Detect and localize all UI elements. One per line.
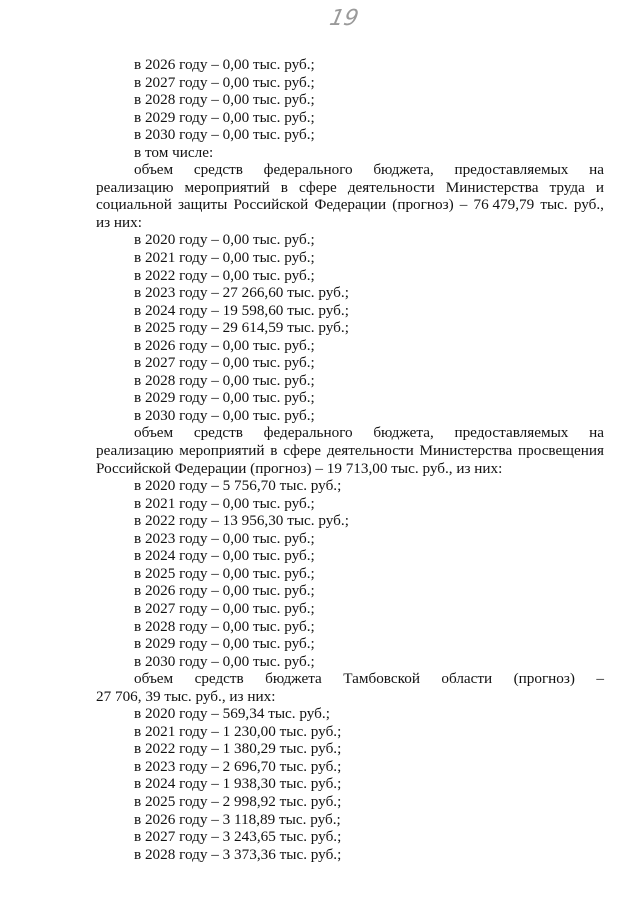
year-line: в 2027 году – 3 243,65 тыс. руб.; [134,828,342,846]
justified-line [96,442,604,460]
paragraph-tambov-region [96,670,604,705]
justified-line [96,161,604,179]
page-number: 19 [327,6,361,31]
word: и [595,178,604,196]
word: мероприятий [184,178,270,196]
word: на [589,161,604,179]
word: на [589,424,604,442]
word: реализацию [96,442,174,460]
paragraph-line: 27 706, 39 тыс. руб., из них: [96,687,276,705]
word: сфере [283,442,322,460]
word: сфере [298,178,337,196]
word: тыс. [540,196,568,214]
year-line: в 2028 году – 0,00 тыс. руб.; [134,371,315,389]
document-body [96,56,604,863]
word: Федерации [314,196,387,214]
year-line: в 2029 году – 0,00 тыс. руб.; [134,635,315,653]
year-line: в 2028 году – 0,00 тыс. руб.; [134,617,315,635]
year-line: в 2025 году – 2 998,92 тыс. руб.; [134,792,342,810]
word: – [459,196,468,214]
word: бюджета, [373,161,434,179]
word: деятельности [347,178,435,196]
word: бюджета [265,670,322,688]
word: средств [194,670,244,688]
word: просвещения [518,442,604,460]
justified-line [96,670,604,688]
year-line: в 2024 году – 19 598,60 тыс. руб.; [134,301,349,319]
word: Министерства [445,178,539,196]
year-line: в 2030 году – 0,00 тыс. руб.; [134,126,315,144]
word: Российской [233,196,309,214]
year-line: в 2026 году – 0,00 тыс. руб.; [134,582,315,600]
word: объем [134,424,174,442]
year-line: в 2026 году – 0,00 тыс. руб.; [134,56,315,73]
year-line: в 2021 году – 1 230,00 тыс. руб.; [134,722,342,740]
word: средств [193,161,243,179]
year-list-education-ministry [96,477,604,670]
word: – [596,670,604,688]
year-line: в 2025 году – 0,00 тыс. руб.; [134,564,315,582]
year-list-labor-ministry [96,231,604,424]
year-line: в 2022 году – 13 956,30 тыс. руб.; [134,512,349,530]
year-line: в 2020 году – 5 756,70 тыс. руб.; [134,477,342,495]
word: предоставляемых [454,161,569,179]
year-line: в 2027 году – 0,00 тыс. руб.; [134,73,315,91]
year-line: в 2020 году – 0,00 тыс. руб.; [134,231,315,249]
word: 76 479,79 [473,196,535,214]
word: предоставляемых [454,424,569,442]
word: объем [134,161,174,179]
word: средств [193,424,243,442]
year-line: в 2030 году – 0,00 тыс. руб.; [134,406,315,424]
year-line: в 2023 году – 0,00 тыс. руб.; [134,529,315,547]
year-line: в 2020 году – 569,34 тыс. руб.; [134,705,330,723]
word: Тамбовской [343,670,420,688]
year-line: в 2027 году – 0,00 тыс. руб.; [134,599,315,617]
year-line: в 2026 году – 3 118,89 тыс. руб.; [134,810,341,828]
paragraph-education-ministry [96,424,604,477]
justified-line [96,424,604,442]
year-line: в 2022 году – 0,00 тыс. руб.; [134,266,315,284]
year-line: в 2029 году – 0,00 тыс. руб.; [134,108,315,126]
justified-line [96,179,604,197]
word: защиты [177,196,228,214]
year-list-tambov-region [96,705,604,863]
word: социальной [96,196,172,214]
word: (прогноз) [392,196,454,214]
word: бюджета, [373,424,434,442]
year-line: в 2024 году – 0,00 тыс. руб.; [134,547,315,565]
word: мероприятий [179,442,265,460]
paragraph-line: из них: [96,213,142,231]
word: руб., [573,196,604,214]
paragraph-line: Российской Федерации (прогноз) – 19 713,00 тыс. руб., из них: [96,459,503,477]
word: Министерства [419,442,513,460]
year-line: в 2025 году – 29 614,59 тыс. руб.; [134,319,349,337]
year-line: в 2028 году – 0,00 тыс. руб.; [134,91,315,109]
word: в [280,178,288,196]
year-line: в 2029 году – 0,00 тыс. руб.; [134,389,315,407]
word: области [441,670,493,688]
year-line: в 2023 году – 27 266,60 тыс. руб.; [134,284,349,302]
word: федерального [263,161,353,179]
year-line: в 2024 году – 1 938,30 тыс. руб.; [134,775,342,793]
word: реализацию [96,178,174,196]
year-line: в 2028 году – 3 373,36 тыс. руб.; [134,845,342,863]
year-line: в 2021 году – 0,00 тыс. руб.; [134,249,315,267]
word: труда [549,178,585,196]
year-line: в 2026 году – 0,00 тыс. руб.; [134,336,315,354]
year-line: в 2030 году – 0,00 тыс. руб.; [134,652,315,670]
year-line: в 2022 году – 1 380,29 тыс. руб.; [134,740,342,758]
including-label: в том числе: [134,143,214,161]
word: (прогноз) [513,670,575,688]
year-line: в 2023 году – 2 696,70 тыс. руб.; [134,757,342,775]
paragraph-labor-ministry [96,161,604,231]
year-list-continued [96,56,604,161]
justified-line [96,196,604,214]
word: деятельности [326,442,414,460]
year-line: в 2021 году – 0,00 тыс. руб.; [134,494,315,512]
word: в [270,442,278,460]
year-line: в 2027 году – 0,00 тыс. руб.; [134,354,315,372]
word: федерального [263,424,353,442]
word: объем [134,670,174,688]
